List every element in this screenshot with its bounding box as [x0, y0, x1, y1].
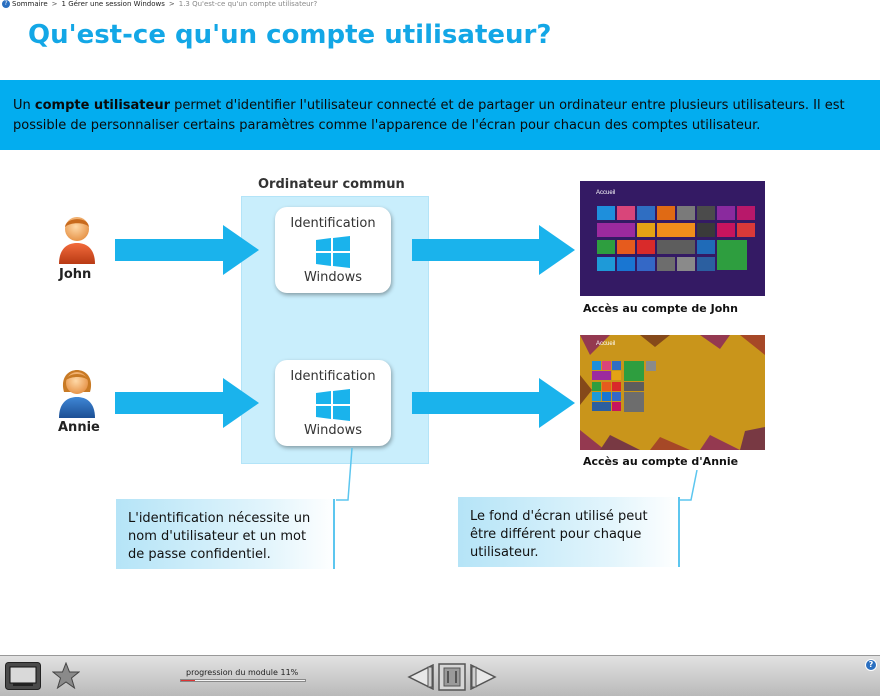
user-icon [56, 214, 98, 264]
arrow-icon [412, 225, 575, 275]
identification-subtitle: Windows [303, 270, 363, 285]
callout-wallpaper: Le fond d'écran utilisé peut être différent pour chaque utilisateur. [458, 497, 680, 567]
breadcrumb-separator: > [168, 0, 175, 8]
user-icon [56, 368, 98, 418]
identification-subtitle: Windows [303, 423, 363, 438]
identification-title: Identification [290, 369, 376, 384]
identification-card-john [275, 207, 391, 293]
arrow-icon [412, 378, 575, 428]
previous-icon[interactable] [406, 664, 436, 690]
progress-bar [180, 679, 306, 682]
breadcrumb-separator: > [51, 0, 58, 8]
intro-before: Un [13, 98, 35, 113]
callout-identification: L'identification nécessite un nom d'utilisateur et un mot de passe confidentiel. [116, 499, 336, 569]
screen-title: Accueil [596, 190, 616, 196]
intro-bold: compte utilisateur [34, 98, 170, 113]
breadcrumb-section[interactable]: 1 Gérer une session Windows [61, 0, 165, 8]
breadcrumb [0, 0, 880, 10]
user-name-annie: Annie [58, 420, 100, 435]
windows-logo-icon [316, 236, 350, 268]
user-name-john: John [59, 267, 92, 282]
star-icon[interactable] [52, 662, 80, 689]
screen-title: Accueil [596, 341, 616, 347]
progress-fill [181, 680, 195, 681]
common-computer-title: Ordinateur commun [258, 177, 405, 192]
callout-border [333, 499, 336, 569]
screen-label-john: Accès au compte de John [583, 302, 738, 315]
pause-icon[interactable] [438, 663, 466, 691]
screen-label-annie: Accès au compte d'Annie [583, 455, 739, 468]
arrow-icon [115, 378, 259, 428]
help-icon[interactable]: ? [2, 0, 10, 8]
callout-border [678, 497, 681, 567]
start-screen-john [580, 181, 765, 296]
arrow-icon [115, 225, 259, 275]
progress-label: progression du module 11% [186, 668, 299, 677]
breadcrumb-sommaire[interactable]: Sommaire [12, 0, 48, 8]
identification-card-annie [275, 360, 391, 446]
help-icon[interactable]: ? [865, 659, 877, 671]
windows-logo-icon [316, 389, 350, 421]
intro-after: permet d'identifier l'utilisateur connecté et de partager un ordinateur entre plusieurs utilisateurs. Il est possible de personnaliser certains paramètres comme l'apparence de l'écran pour chacun des comptes utilisateur. [13, 98, 845, 133]
intro-text [0, 80, 880, 150]
start-screen-annie [580, 335, 765, 450]
menu-icon[interactable] [5, 662, 41, 690]
next-icon[interactable] [468, 664, 498, 690]
page-title: Qu'est-ce qu'un compte utilisateur? [28, 20, 552, 50]
identification-title: Identification [290, 216, 376, 231]
breadcrumb-current: 1.3 Qu'est-ce qu'un compte utilisateur? [178, 0, 318, 8]
